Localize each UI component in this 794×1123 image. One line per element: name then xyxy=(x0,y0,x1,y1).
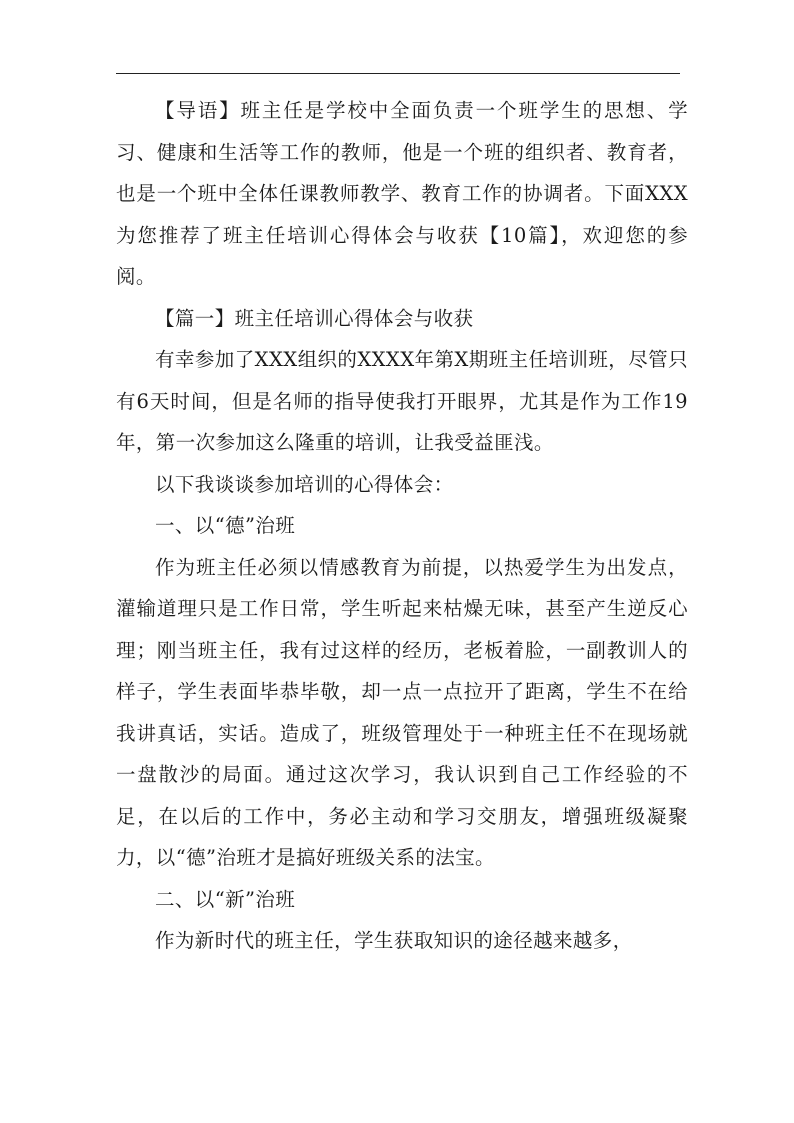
intro-paragraph: 【导语】班主任是学校中全面负责一个班学生的思想、学习、健康和生活等工作的教师，他是一个班的组织者、教育者，也是一个班中全体任课教师教学、教育工作的协调者。下面XXX为您推荐了班主任培训心得体会与收获【10篇】，欢迎您的参阅。 xyxy=(116,99,688,288)
section-1-body: 作为班主任必须以情感教育为前提，以热爱学生为出发点，灌输道理只是工作日常，学生听起来枯燥无味，甚至产生逆反心理；刚当班主任，我有过这样的经历，老板着脸，一副教训人的样子，学生表面毕恭毕敬，却一点一点拉开了距离，学生不在给我讲真话，实话。造成了，班级管理处于一种班主任不在现场就一盘散沙的局面。通过这次学习，我认识到自己工作经验的不足，在以后的工作中，务必主动和学习交朋友，增强班级凝聚力，以“德”治班才是搞好班级关系的法宝。 xyxy=(116,555,688,869)
header-rule xyxy=(116,73,680,74)
paragraph-2: 以下我谈谈参加培训的心得体会： xyxy=(155,472,454,496)
document-body xyxy=(116,90,688,962)
article-title: 【篇一】班主任培训心得体会与收获 xyxy=(155,306,474,330)
section-2-body: 作为新时代的班主任，学生获取知识的途径越来越多， xyxy=(155,929,633,952)
section-1-title: 一、以“德”治班 xyxy=(155,514,296,537)
paragraph-1: 有幸参加了XXX组织的XXXX年第X期班主任培训班，尽管只有6天时间，但是名师的指导使我打开眼界，尤其是作为工作19年，第一次参加这么隆重的培训，让我受益匪浅。 xyxy=(116,348,688,454)
section-2-title: 二、以“新”治班 xyxy=(155,887,296,911)
